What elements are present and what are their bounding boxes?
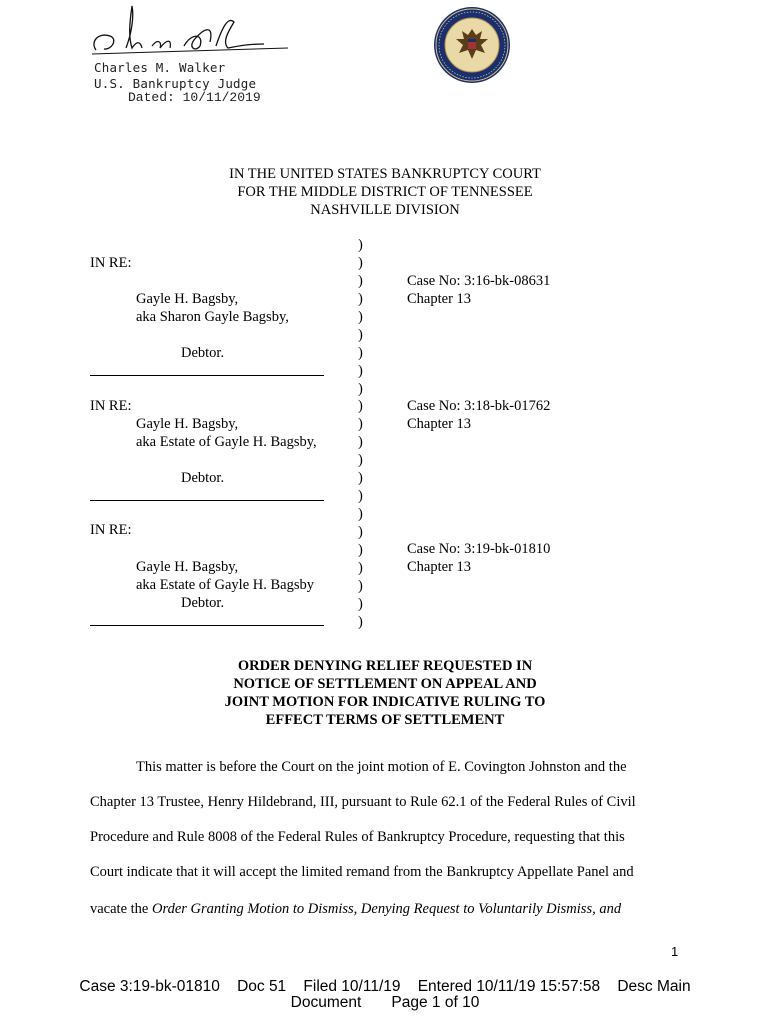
debtor-label: Debtor. [181, 595, 225, 611]
paren: ) [358, 560, 363, 576]
paren: ) [358, 488, 363, 504]
debtor-name: Gayle H. Bagsby, [136, 291, 239, 307]
ecf-footer-line-2: Document Page 1 of 10 [290, 994, 480, 1011]
page-number: 1 [671, 944, 679, 959]
body-line: Chapter 13 Trustee, Henry Hildebrand, III, pursuant to Rule 62.1 of the Federal Rules of Civil [90, 794, 636, 810]
case-chapter: Chapter 13 [407, 559, 472, 575]
debtor-aka: aka Estate of Gayle H. Bagsby [136, 577, 314, 593]
debtor-aka: aka Sharon Gayle Bagsby, [136, 309, 289, 325]
court-line-1: IN THE UNITED STATES BANKRUPTCY COURT [229, 166, 541, 182]
judge-name: Charles M. Walker [94, 60, 226, 75]
paren: ) [358, 596, 363, 612]
in-re-label: IN RE: [90, 255, 132, 271]
paren: ) [358, 452, 363, 468]
paren: ) [358, 434, 363, 450]
paren: ) [358, 542, 363, 558]
order-title-line-1: ORDER DENYING RELIEF REQUESTED IN [237, 658, 533, 674]
in-re-label: IN RE: [90, 398, 132, 414]
paren: ) [358, 345, 363, 361]
paren: ) [358, 309, 363, 325]
dated-line: Dated: 10/11/2019 [128, 90, 261, 105]
case-number: Case No: 3:16-bk-08631 [407, 273, 551, 289]
court-line-3: NASHVILLE DIVISION [310, 202, 460, 218]
paren: ) [358, 291, 363, 307]
body-line: Court indicate that it will accept the limited remand from the Bankruptcy Appellate Panel and [90, 864, 634, 880]
body-line: This matter is before the Court on the joint motion of E. Covington Johnston and the [136, 759, 627, 775]
case-chapter: Chapter 13 [407, 291, 472, 307]
paren: ) [358, 273, 363, 289]
in-re-label: IN RE: [90, 522, 132, 538]
court-line-2: FOR THE MIDDLE DISTRICT OF TENNESSEE [237, 184, 533, 200]
paren: ) [358, 524, 363, 540]
body-line: Procedure and Rule 8008 of the Federal Rules of Bankruptcy Procedure, requesting that this [90, 829, 625, 845]
paren: ) [358, 398, 363, 414]
case-number: Case No: 3:18-bk-01762 [407, 398, 551, 414]
order-title-line-3: JOINT MOTION FOR INDICATIVE RULING TO [224, 694, 546, 710]
paren: ) [358, 470, 363, 486]
paren: ) [358, 363, 363, 379]
debtor-name: Gayle H. Bagsby, [136, 559, 239, 575]
paren: ) [358, 506, 363, 522]
debtor-aka: aka Estate of Gayle H. Bagsby, [136, 434, 317, 450]
paren: ) [358, 614, 363, 630]
case-number: Case No: 3:19-bk-01810 [407, 541, 551, 557]
debtor-label: Debtor. [181, 345, 225, 361]
debtor-label: Debtor. [181, 470, 225, 486]
court-seal-icon [432, 5, 512, 85]
body-line [90, 901, 621, 918]
debtor-name: Gayle H. Bagsby, [136, 416, 239, 432]
caption-divider [90, 625, 324, 626]
paren: ) [358, 255, 363, 271]
judge-title: U.S. Bankruptcy Judge [94, 76, 257, 91]
order-citation: Order Granting Motion to Dismiss, Denying Request to Voluntarily Dismiss, and [152, 901, 622, 917]
order-title-line-2: NOTICE OF SETTLEMENT ON APPEAL AND [233, 676, 537, 692]
paren: ) [358, 237, 363, 253]
paren: ) [358, 578, 363, 594]
paren: ) [358, 327, 363, 343]
paren: ) [358, 416, 363, 432]
case-chapter: Chapter 13 [407, 416, 472, 432]
caption-divider [90, 375, 324, 376]
caption-divider [90, 500, 324, 501]
order-title-line-4: EFFECT TERMS OF SETTLEMENT [265, 712, 505, 728]
ecf-footer-line-1: Case 3:19-bk-01810 Doc 51 Filed 10/11/19 Entered 10/11/19 15:57:58 Desc Main [79, 978, 691, 995]
handwritten-signature [88, 2, 293, 60]
paren: ) [358, 381, 363, 397]
body-text: vacate the [90, 901, 152, 917]
